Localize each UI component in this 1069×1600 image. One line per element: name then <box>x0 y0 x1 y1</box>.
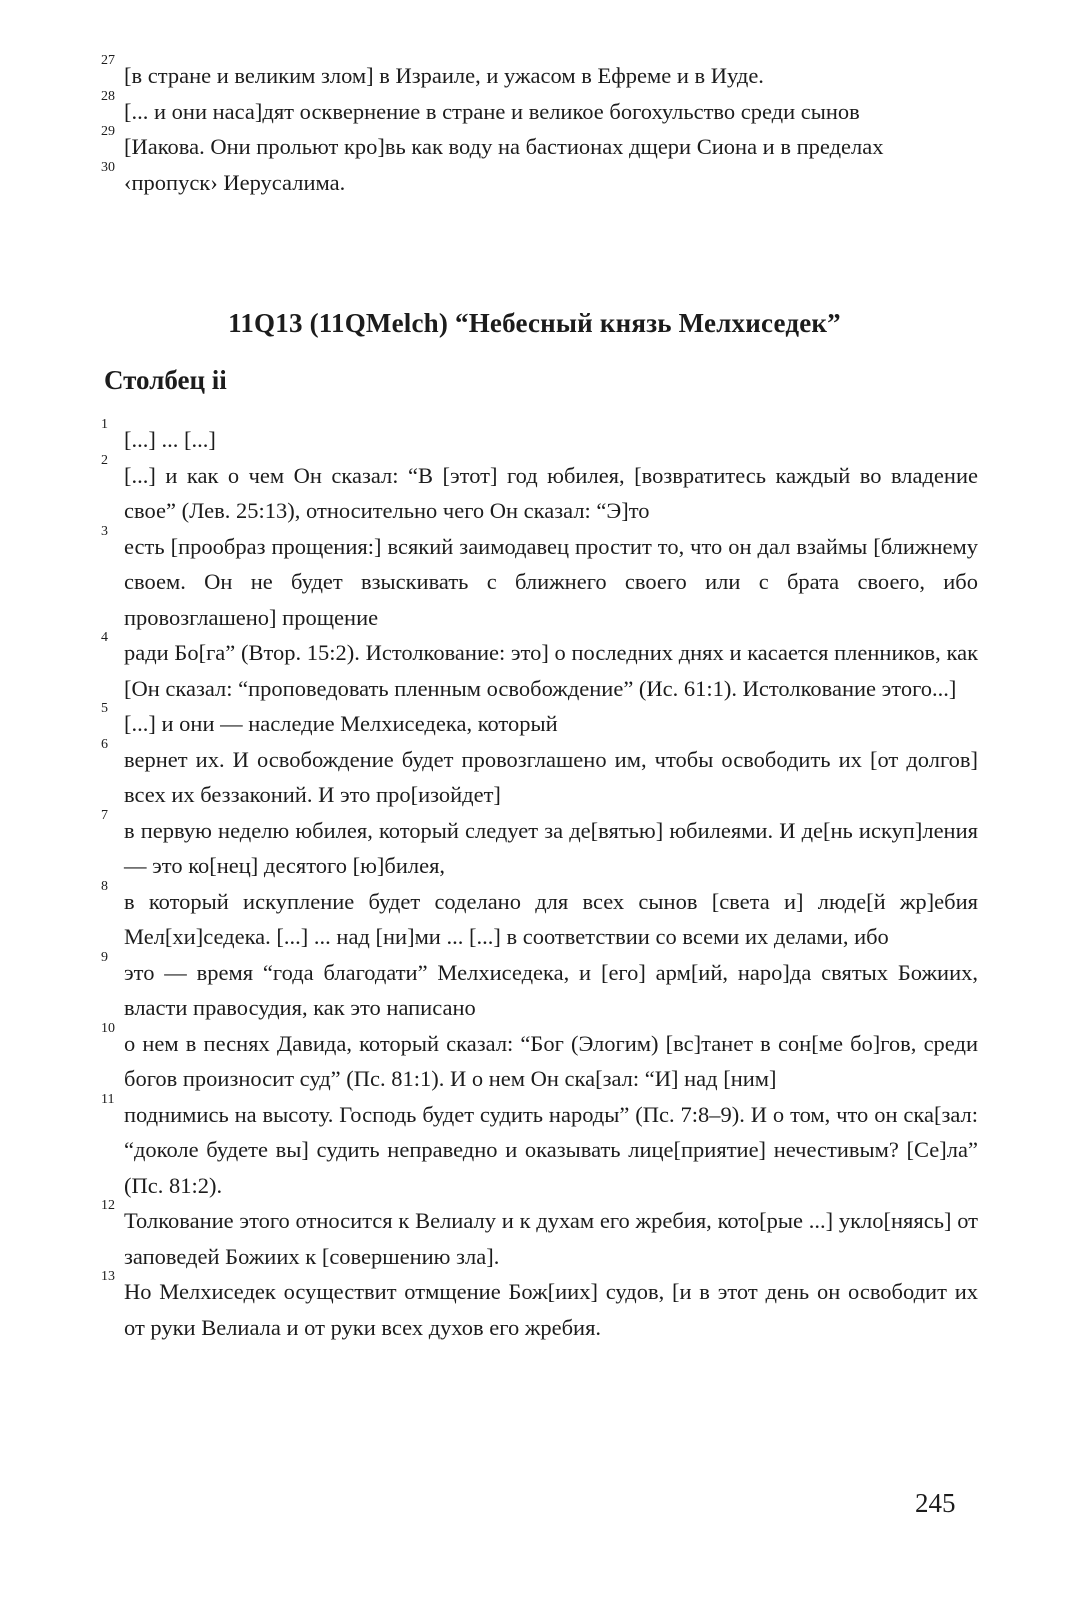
verse-line-13 <box>101 1269 978 1345</box>
verse-text: Толкование этого относится к Велиалу и к духам его жребия, кото[рые ...] укло[няясь] от заповедей Божиих к [совершению зла]. <box>124 1208 978 1269</box>
verse-text: [...] ... [...] <box>124 427 216 452</box>
line-number: 10 <box>101 1020 115 1036</box>
verse-line-30 <box>101 159 978 201</box>
verse-line-2 <box>101 452 978 529</box>
verse-line-5 <box>101 701 978 742</box>
line-number: 11 <box>101 1091 115 1107</box>
line-number: 29 <box>101 124 115 139</box>
verse-text: в первую неделю юбилея, который следует за де[вятью] юбилеями. И де[нь искуп]ления — это ко[нец] десятого [ю]билея, <box>124 817 978 878</box>
verse-line-6 <box>101 736 978 813</box>
verse-line-7 <box>101 807 978 884</box>
column-ii-text <box>101 417 978 1345</box>
line-number: 13 <box>101 1269 115 1284</box>
verse-line-27 <box>101 53 978 94</box>
verse-text: [...] и как о чем Он сказал: “В [этот] год юбилея, [возвратитесь каждый во владение свое” (Лев. 25:13), относительно чего Он сказал: “Э]то <box>124 462 978 523</box>
verse-text: это — время “года благодати” Мелхиседека, и [его] арм[ий, наро]да святых Божиих, власти правосудия, как это написано <box>124 959 978 1020</box>
verse-line-1 <box>101 417 978 458</box>
verse-text: поднимись на высоту. Господь будет судить народы” (Пс. 7:8–9). И о том, что он ска[зал: “доколе будете вы] судить неправедно и оказывать лице[приятие] нечестивым? [Се]ла” (Пс. 81:2). <box>124 1101 978 1198</box>
line-number: 8 <box>101 878 108 894</box>
verse-line-11 <box>101 1091 978 1204</box>
column-heading: Столбец ii <box>104 365 227 395</box>
verse-text: о нем в песнях Давида, который сказал: “Бог (Элогим) [вс]танет в сон[ме бо]гов, среди богов произносит суд” (Пс. 81:1). И о нем Он ска[зал: “И] над [ним] <box>124 1030 978 1091</box>
line-number: 3 <box>101 523 108 539</box>
verse-line-4 <box>101 630 978 706</box>
verse-line-8 <box>101 878 978 955</box>
line-number: 28 <box>101 88 115 104</box>
verse-text: [Иакова. Они прольют кро]вь как воду на бастионах дщери Сиона и в пределах <box>124 134 884 159</box>
verse-line-3 <box>101 523 978 636</box>
line-number: 2 <box>101 452 108 468</box>
verse-text: вернет их. И освобождение будет провозглашено им, чтобы освободить их [от долгов] всех их беззаконий. И это про[изойдет] <box>124 746 978 807</box>
line-number: 1 <box>101 417 108 432</box>
verse-text: в который искупление будет соделано для всех сынов [света и] люде[й жр]ебия Мел[хи]седека. [...] ... над [ни]ми ... [...] в соответствии со всеми их делами, ибо <box>124 888 978 949</box>
line-number: 6 <box>101 736 108 752</box>
verse-line-9 <box>101 949 978 1026</box>
line-number: 7 <box>101 807 108 823</box>
verse-text: [в стране и великим злом] в Израиле, и ужасом в Ефреме и в Иуде. <box>124 63 764 88</box>
verse-text: [... и они наса]дят осквернение в стране и великое богохульство среди сынов <box>124 98 860 124</box>
verse-line-12 <box>101 1198 978 1274</box>
verse-line-29 <box>101 124 978 165</box>
section-title: 11Q13 (11QMelch) “Небесный князь Мелхиседек” <box>228 308 841 338</box>
verse-text: есть [прообраз прощения:] всякий заимодавец простит то, что он дал взаймы [ближнему своем. Он не будет взыскивать с ближнего своего или с брата своего, ибо провозглашено] прощение <box>124 533 978 630</box>
previous-text-section <box>101 53 978 200</box>
verse-text: Но Мелхиседек осуществит отмщение Бож[иих] судов, [и в этот день он освободит их от руки Велиала и от руки всех духов его жребия. <box>124 1279 978 1340</box>
line-number: 27 <box>101 53 115 68</box>
line-number: 5 <box>101 701 108 716</box>
page-number: 245 <box>915 1488 956 1518</box>
line-number: 4 <box>101 630 108 645</box>
line-number: 9 <box>101 949 108 965</box>
verse-line-28 <box>101 88 978 130</box>
verse-text: ради Бо[га” (Втор. 15:2). Истолкование: это] о последних днях и касается пленников, как [Он сказал: “проповедовать пленным освобождение” (Ис. 61:1). Истолкование этого...] <box>124 640 978 701</box>
line-number: 30 <box>101 159 115 175</box>
line-number: 12 <box>101 1198 115 1213</box>
verse-text: ‹пропуск› Иерусалима. <box>124 169 346 195</box>
verse-text: [...] и они — наследие Мелхиседека, который <box>124 711 558 736</box>
verse-line-10 <box>101 1020 978 1097</box>
